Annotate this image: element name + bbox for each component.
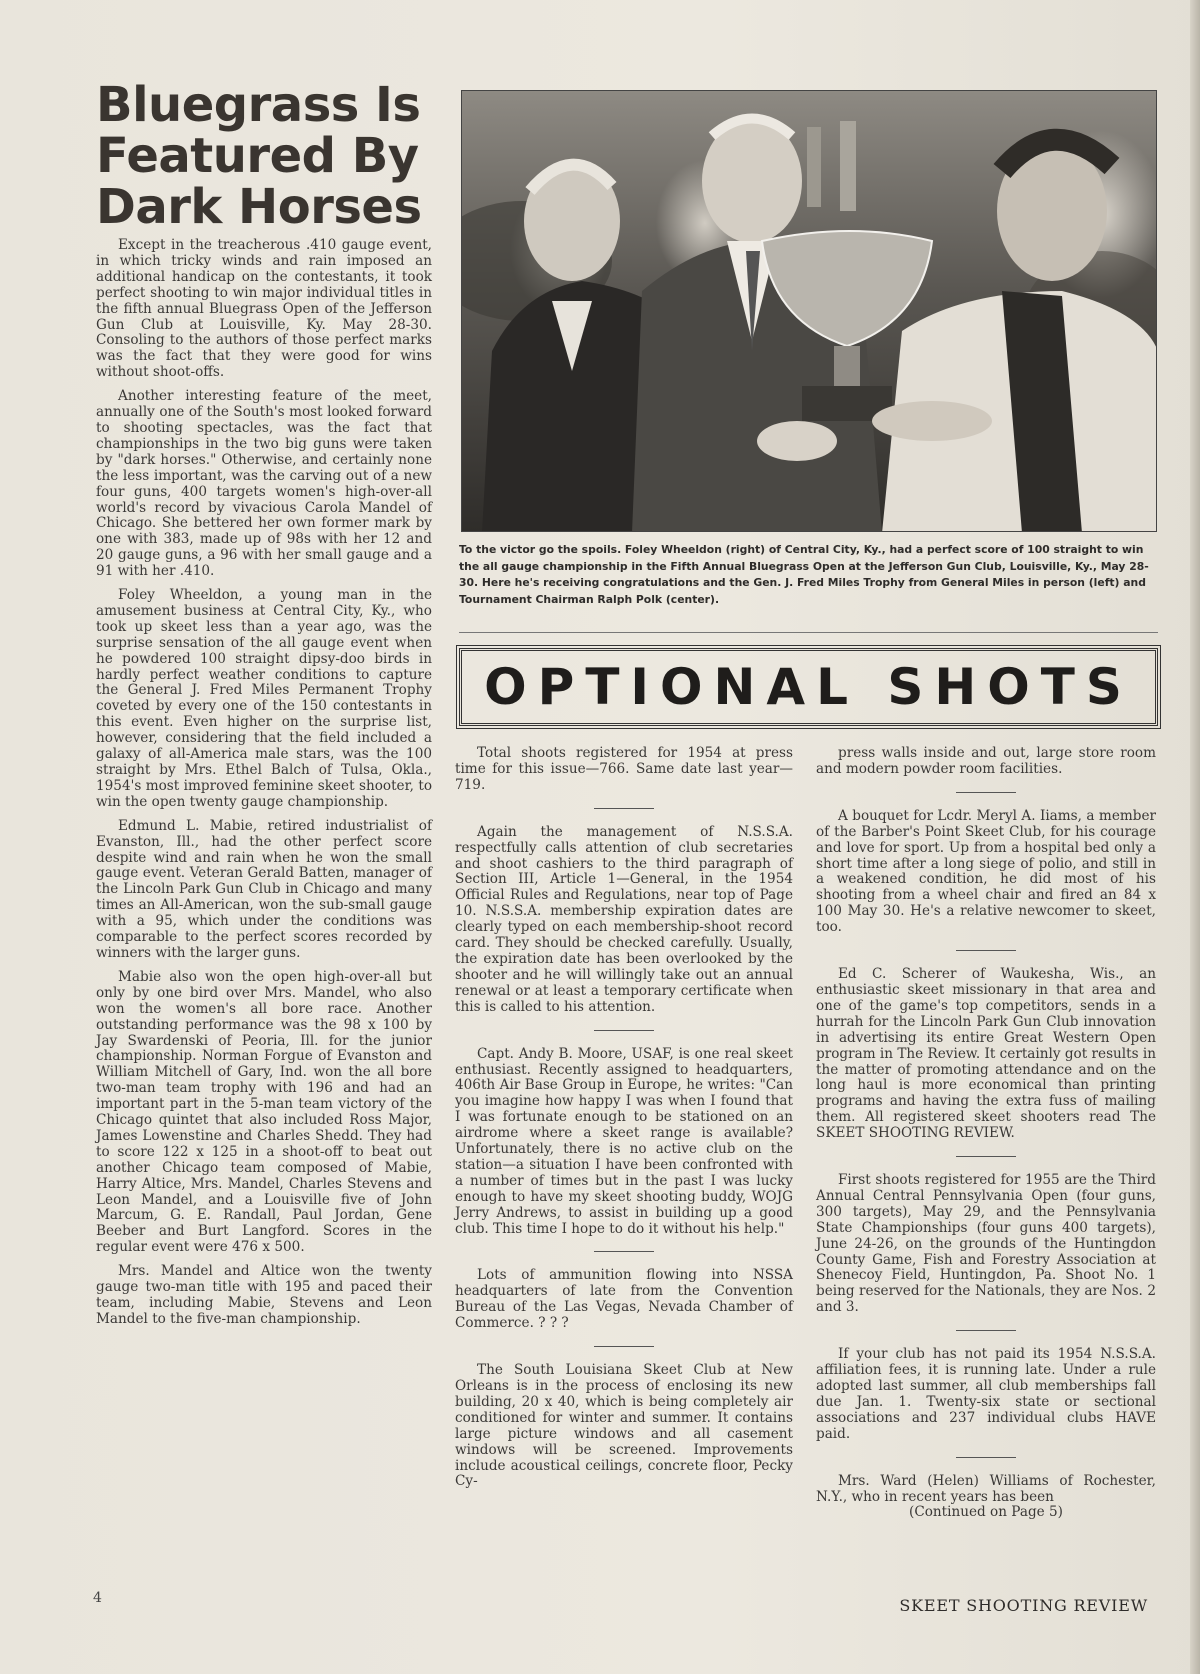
caption-divider xyxy=(459,632,1158,633)
item-separator xyxy=(956,1156,1016,1157)
page-binding-edge xyxy=(1190,0,1200,1674)
news-item: If your club has not paid its 1954 N.S.S.A. affiliation fees, it is running late. Under a rule adopted last summer, all club memberships fall due Jan. 1. Twenty-six state or sectional associations and 237 individual clubs HAVE paid. xyxy=(816,1346,1156,1442)
photo-caption: To the victor go the spoils. Foley Wheeldon (right) of Central City, Ky., had a perfect score of 100 straight to win the all gauge championship in the Fifth Annual Bluegrass Open at the Jefferson Gun Club, Louisville, Ky., May 28-30. Here he's receiving congratulations and the Gen. J. Fred Miles Trophy from General Miles in person (left) and Tournament Chairman Ralph Polk (center). xyxy=(459,543,1149,606)
news-item: First shoots registered for 1955 are the Third Annual Central Pennsylvania Open (four guns, 300 targets), May 29, and the Pennsylvania State Championships (four guns 400 targets), June 24-26, on the grounds of the Huntingdon County Game, Fish and Forestry Association at Shenecoy Field, Huntingdon, Pa. Shoot No. 1 being reserved for the Nationals, they are Nos. 2 and 3. xyxy=(816,1172,1156,1316)
publication-title: SKEET SHOOTING REVIEW xyxy=(899,1596,1148,1615)
item-separator xyxy=(594,1251,654,1252)
article-paragraph: Edmund L. Mabie, retired industrialist of Evanston, Ill., had the other perfect score despite wind and rain when he won the small gauge event. Veteran Gerald Batten, manager of the Lincoln Park Gun Club in Chicago and many times an All-American, won the sub-small gauge with a 95, which under the conditions was comparable to the perfect scores recorded by winners with the larger guns. xyxy=(96,817,432,961)
item-separator xyxy=(956,1457,1016,1458)
news-item: The South Louisiana Skeet Club at New Orleans is in the process of enclosing its new building, 20 x 40, which is being completely air conditioned for winter and summer. It contains large picture windows and all casement windows will be screened. Improvements include acoustical ceilings, concrete floor, Pecky Cy- xyxy=(455,1362,793,1490)
item-separator xyxy=(956,950,1016,951)
item-separator xyxy=(956,1330,1016,1331)
news-item: press walls inside and out, large store room and modern powder room facilities. xyxy=(816,745,1156,777)
news-item: Again the management of N.S.S.A. respectfully calls attention of club secretaries and shoot cashiers to the third paragraph of Section III, Article 1—General, in the 1954 Official Rules and Regulations, near top of Page 10. N.S.S.A. membership expiration dates are clearly typed on each membership-shoot record card. They should be checked carefully. Usually, the expiration date has been overlooked by the shooter and he will willingly take out an annual renewal or at least a temporary certificate when this is called to his attention. xyxy=(455,823,793,1015)
article-paragraph: Except in the treacherous .410 gauge event, in which tricky winds and rain imposed an additional handicap on the contestants, it took perfect shooting to win major individual titles in the fifth annual Bluegrass Open of the Jefferson Gun Club at Louisville, Ky. May 28-30. Consoling to the authors of those perfect marks was the fact that they were good for wins without shoot-offs. xyxy=(96,237,432,381)
article-headline: Bluegrass Is Featured By Dark Horses xyxy=(96,77,422,235)
news-item: Lots of ammunition flowing into NSSA headquarters of late from the Convention Bureau of the Las Vegas, Nevada Chamber of Commerce. ? ? ? xyxy=(455,1267,793,1332)
article-paragraph: Mabie also won the open high-over-all but only by one bird over Mrs. Mandel, who also won the women's all bore race. Another outstanding performance was the 98 x 100 by Jay Swardenski of Peoria, Ill. for the junior championship. Norman Forgue of Evanston and William Mitchell of Gary, Ind. won the all bore two-man team trophy with 196 and had an important part in the 5-man team victory of the Chicago quintet that also included Ross Major, James Lowenstine and Charles Shedd. They had to score 122 x 125 in a shoot-off to beat out another Chicago team composed of Mabie, Harry Altice, Mrs. Mandel, Charles Stevens and Leon Mandel, and a Louisville five of John Marcum, G. E. Randall, Paul Jordan, Gene Beeber and Burt Langford. Scores in the regular event were 476 x 500. xyxy=(96,968,432,1256)
optional-shots-right-column xyxy=(816,746,1156,1521)
item-separator xyxy=(594,1346,654,1347)
trophy-presentation-photo xyxy=(461,90,1157,532)
news-item: Capt. Andy B. Moore, USAF, is one real skeet enthusiast. Recently assigned to headquarters, 406th Air Base Group in Europe, he writes: "Can you imagine how happy I was when I found that I was fortunate enough to be stationed on an airdrome where a skeet range is available? Unfortunately, there is no active club on the station—a situation I have been confronted with a number of times but in the past I was lucky enough to have my skeet shooting buddy, WOJG Jerry Andrews, to assist in building up a good club. This time I hope to do it without his help." xyxy=(455,1045,793,1237)
photo-illustration xyxy=(462,91,1157,532)
item-separator xyxy=(956,792,1016,793)
news-item: A bouquet for Lcdr. Meryl A. Iiams, a member of the Barber's Point Skeet Club, for his courage and love for sport. Up from a hospital bed only a short time after a long siege of polio, and still in a weakened condition, he did most of his shooting from a wheel chair and fired an 84 x 100 May 30. He's a relative newcomer to skeet, too. xyxy=(816,807,1156,936)
article-paragraph: Mrs. Mandel and Altice won the twenty gauge two-man title with 195 and paced their team, including Mabie, Stevens and Leon Mandel to the five-man championship. xyxy=(96,1263,432,1327)
news-item: Ed C. Scherer of Waukesha, Wis., an enthusiastic skeet missionary in that area and one of the game's top competitors, sends in a hurrah for the Lincoln Park Gun Club innovation in advertising its entire Great Western Open program in The Review. It certainly got results in the matter of promoting attendance and on the long haul is more economical than printing programs and having the extra fuss of mailing them. All registered skeet shooters read The SKEET SHOOTING REVIEW. xyxy=(816,966,1157,1142)
item-separator xyxy=(594,1030,654,1031)
continued-note: (Continued on Page 5) xyxy=(909,1504,1063,1521)
article-paragraph: Foley Wheeldon, a young man in the amusement business at Central City, Ky., who took up skeet less than a year ago, was the surprise sensation of the all gauge event when he powdered 100 straight dipsy-doo birds in hardly perfect weather conditions to capture the General J. Fred Miles Permanent Trophy coveted by every one of the 150 contestants in this event. Even higher on the surprise list, however, considering that the field included a galaxy of all-America male stars, was the 100 straight by Mrs. Ethel Balch of Tulsa, Okla., 1954's most improved feminine skeet shooter, to win the open twenty gauge championship. xyxy=(96,587,432,810)
optional-shots-banner xyxy=(459,648,1158,726)
optional-shots-middle-column xyxy=(455,746,793,1490)
item-separator xyxy=(594,808,654,809)
article-paragraph: Another interesting feature of the meet, annually one of the South's most looked forward to shooting spectacles, was the fact that championships in the two big guns were taken by "dark horses." Otherwise, and certainly none the less important, was the carving out of a new four guns, 400 targets women's high-over-all world's record by vivacious Carola Mandel of Chicago. She bettered her own former mark by one with 383, made up of 98s with her 12 and 20 gauge guns, a 96 with her small gauge and a 91 with her .410. xyxy=(96,388,432,580)
article-column xyxy=(96,238,432,1336)
banner-title: OPTIONAL SHOTS xyxy=(484,658,1133,716)
news-item: Total shoots registered for 1954 at press time for this issue—766. Same date last year—719. xyxy=(455,745,793,793)
page-number: 4 xyxy=(93,1590,102,1606)
news-item: Mrs. Ward (Helen) Williams of Rochester, N.Y., who in recent years has been xyxy=(816,1472,1156,1505)
